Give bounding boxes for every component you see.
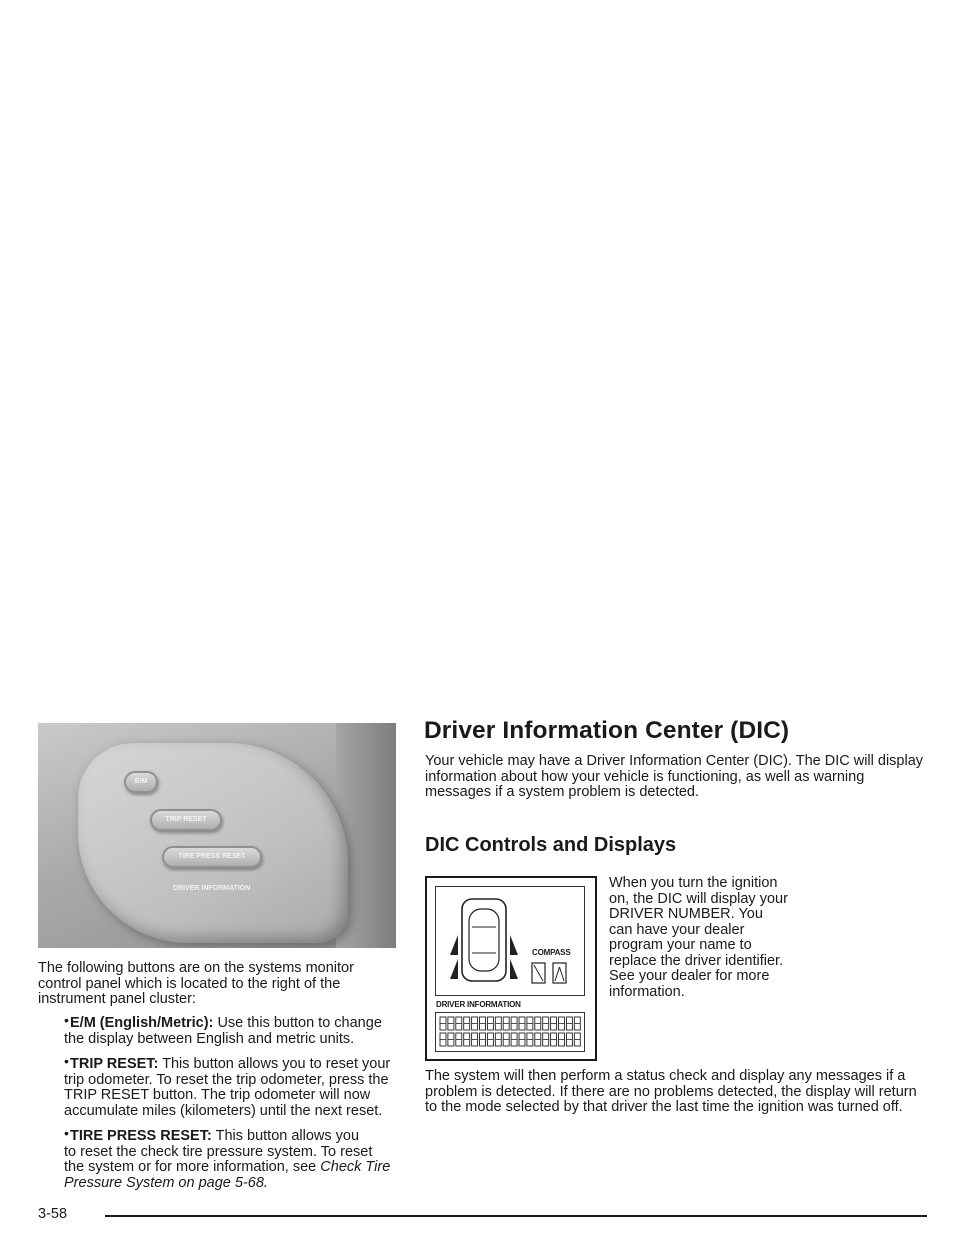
bullet-rest: to reset the check tire pressure system. To reset the system or for more information, see — [64, 1143, 373, 1175]
cross-reference-link[interactable]: Check Tire Pressure System on page 5-68. — [64, 1159, 391, 1191]
dic-diagram — [425, 876, 597, 1061]
photo-trip-reset-button: TRIP RESET — [150, 809, 222, 831]
photo-caption: DRIVER INFORMATION — [173, 885, 251, 892]
segment-digits-graphic — [436, 1013, 584, 1051]
bullet-term: E/M (English/Metric): — [70, 1015, 214, 1031]
section-heading: DIC Controls and Displays — [425, 834, 677, 856]
systems-monitor-photo — [38, 723, 396, 948]
bullet-term: TIRE PRESS RESET: — [70, 1128, 212, 1144]
list-item — [38, 1012, 396, 1047]
compass-label: COMPASS — [532, 948, 571, 957]
page-title: Driver Information Center (DIC) — [424, 717, 790, 744]
footer-rule — [105, 1215, 927, 1217]
bullet-term: TRIP RESET: — [70, 1056, 159, 1072]
dic-side-paragraph: When you turn the ignition on, the DIC will display your DRIVER NUMBER. You can have your dealer program your name to replace the driver identifier. See your dealer for more information. — [609, 875, 788, 1000]
right-front-arrow-icon — [510, 935, 518, 955]
right-rear-arrow-icon — [510, 959, 518, 979]
bullet-icon: • — [64, 1125, 69, 1141]
left-rear-arrow-icon — [450, 959, 458, 979]
bullet-icon: • — [64, 1012, 69, 1028]
dic-intro-paragraph: Your vehicle may have a Driver Information Center (DIC). The DIC will display information about how your vehicle is functioning, as well as warning messages if a system problem is detected. — [425, 753, 924, 800]
dic-bottom-paragraph: The system will then perform a status check and display any messages if a problem is detected. If there are no problems detected, the display will return to the mode selected by that driver the last time the ignition was turned off. — [425, 1068, 917, 1115]
dic-display-frame — [435, 886, 585, 996]
list-item — [38, 1053, 396, 1119]
bullet-first: This button allows you to reset your — [162, 1056, 391, 1072]
intro-paragraph: The following buttons are on the systems monitor control panel which is located to the right of the instrument panel cluster: — [38, 960, 354, 1007]
left-front-arrow-icon — [450, 935, 458, 955]
bullet-rest: trip odometer. To reset the trip odometer, press the TRIP RESET button. The trip odometer will now accumulate miles (kilometers) until the next reset. — [64, 1071, 389, 1119]
button-list — [38, 1012, 396, 1201]
bullet-first: This button allows you — [215, 1128, 360, 1144]
page-number: 3-58 — [38, 1206, 68, 1222]
list-item — [38, 1125, 396, 1191]
bullet-first: Use this button to change — [217, 1015, 382, 1031]
photo-panel-face — [78, 743, 348, 943]
photo-tire-press-reset-button: TIRE PRESS RESET — [162, 846, 262, 868]
dic-panel-label: DRIVER INFORMATION — [436, 1000, 521, 1009]
dic-vehicle-graphic — [436, 887, 584, 995]
photo-em-button: E/M — [124, 771, 158, 793]
bullet-rest: the display between English and metric units. — [64, 1030, 355, 1047]
bullet-icon: • — [64, 1053, 69, 1069]
dic-digit-display — [435, 1012, 585, 1052]
